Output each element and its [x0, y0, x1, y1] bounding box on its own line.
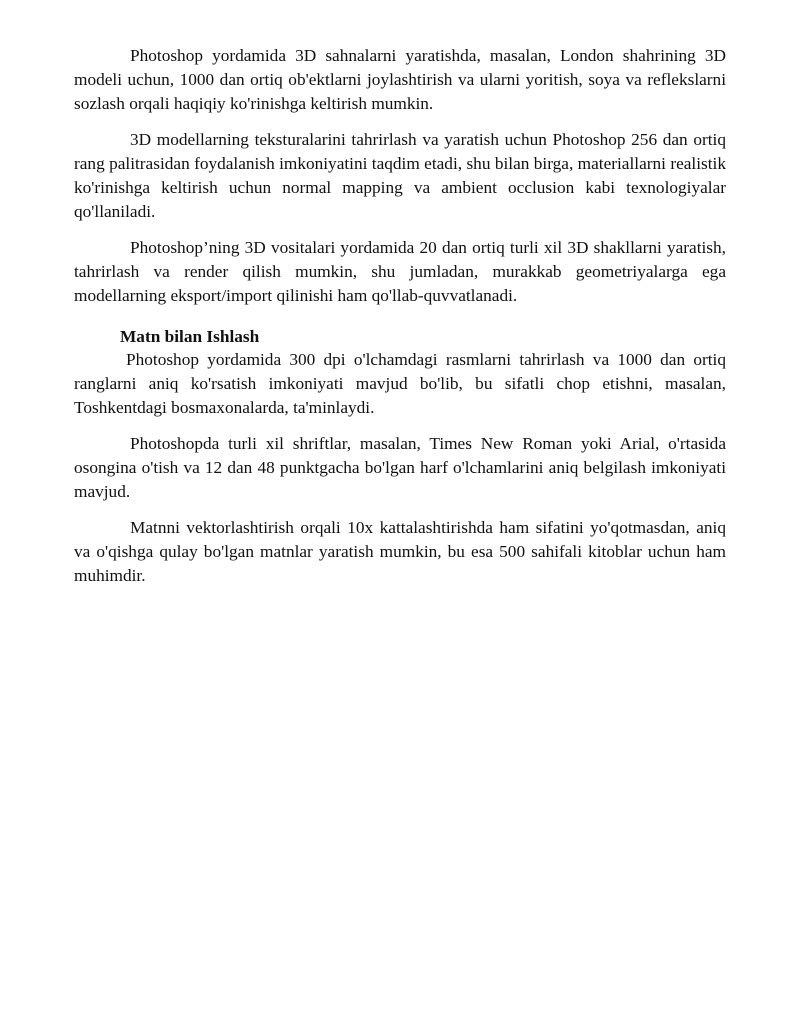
- paragraph-3d-textures: 3D modellarning teksturalarini tahrirlash va yaratish uchun Photoshop 256 dan ortiq rang palitrasidan foydalanish imkoniyatini taqdim etadi, shu bilan birga, materiallarni realistik ko'rinishga keltirish uchun normal mapping va ambient occlusion kabi texnologiyalar qo'llaniladi.: [74, 130, 726, 221]
- section-heading: Matn bilan Ishlash: [120, 327, 260, 346]
- paragraph-fonts: Photoshopda turli xil shriftlar, masalan, Times New Roman yoki Arial, o'rtasida osongina o'tish va 12 dan 48 punktgacha bo'lgan harf o'lchamlarini aniq belgilash imkoniyati mavjud.: [74, 434, 726, 501]
- paragraph-resolution: Photoshop yordamida 300 dpi o'lchamdagi rasmlarni tahrirlash va 1000 dan ortiq ranglarni aniq ko'rsatish imkoniyati mavjud bo'lib, bu sifatli chop etishni, masalan, Toshkentdagi bosmaxonalarda, ta'minlaydi.: [74, 350, 726, 417]
- document-body: [74, 44, 726, 600]
- paragraph-3d-tools: Photoshop’ning 3D vositalari yordamida 20 dan ortiq turli xil 3D shakllarni yaratish, tahrirlash va render qilish mumkin, shu jumladan, murakkab geometriyalarga ega modellarning eksport/import qilinishi ham qo'llab-quvvatlanadi.: [74, 238, 726, 305]
- paragraph-3d-scenes: Photoshop yordamida 3D sahnalarni yaratishda, masalan, London shahrining 3D modeli uchun, 1000 dan ortiq ob'ektlarni joylashtirish va ularni yoritish, soya va reflekslarni sozlash orqali haqiqiy ko'rinishga keltirish mumkin.: [74, 46, 726, 113]
- paragraph-vectorization: Matnni vektorlashtirish orqali 10x kattalashtirishda ham sifatini yo'qotmasdan, aniq va o'qishga qulay bo'lgan matnlar yaratish mumkin, bu esa 500 sahifali kitoblar uchun ham muhimdir.: [74, 518, 726, 585]
